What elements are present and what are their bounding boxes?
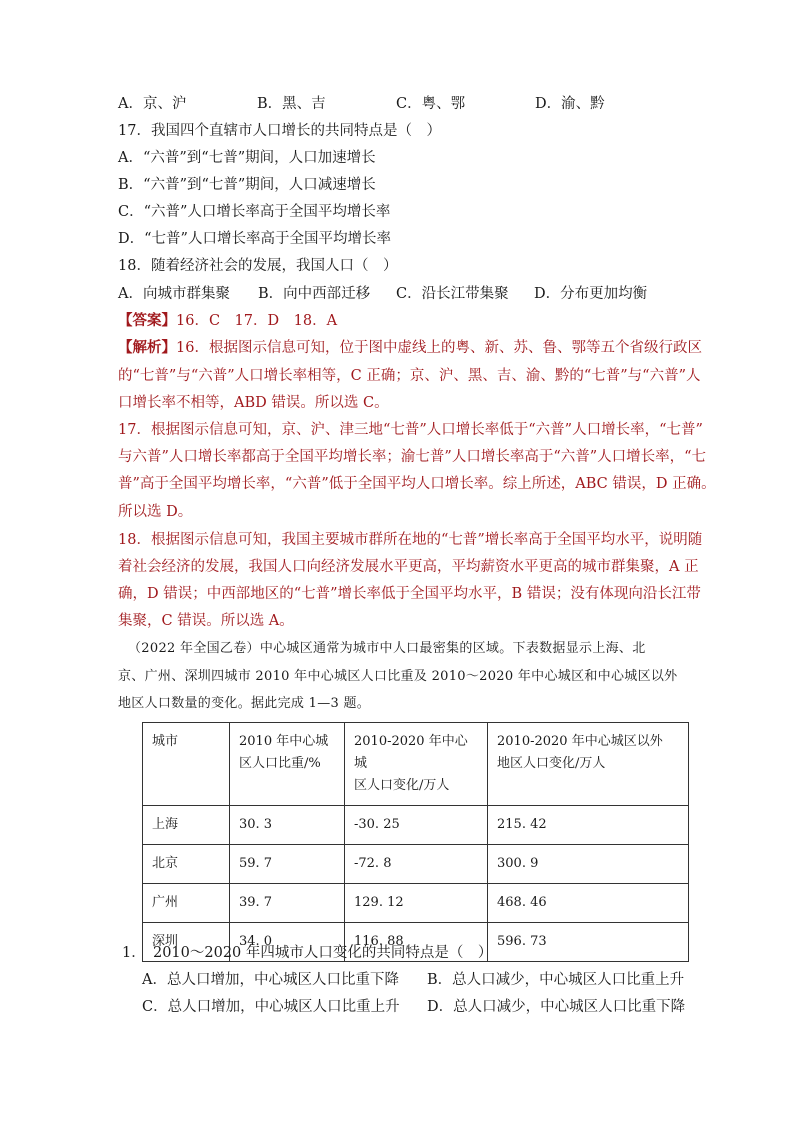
q1-stem: 1． 2010～2020 年四城市人口变化的共同特点是（ ） <box>122 945 493 961</box>
table-cell: -72. 8 <box>345 845 488 884</box>
analysis-18-line-2: 着社会经济的发展，我国人口向经济发展水平更高，平均薪资水平更高的城市群集聚，A 正 <box>118 559 699 575</box>
q16-option-a: A．京、沪 <box>118 96 187 112</box>
answer-line <box>118 311 337 331</box>
table-header-cell <box>230 723 345 806</box>
analysis-16-line-3: 口增长率不相等，ABD 错误。所以选 C。 <box>118 395 389 411</box>
table-cell: 116. 88 <box>345 923 488 962</box>
header-center-change-line-1: 2010-2020 年中心城 <box>354 734 468 771</box>
table-cell: 39. 7 <box>230 884 345 923</box>
q18-option-d: D．分布更加均衡 <box>534 286 648 302</box>
table-cell: -30. 25 <box>345 806 488 845</box>
header-outer-change-line-1: 2010-2020 年中心城区以外 <box>497 734 663 749</box>
table-cell: 北京 <box>143 845 230 884</box>
header-ratio-line-1: 2010 年中心城 <box>239 734 329 749</box>
intro-line-2: 京、广州、深圳四城市 2010 年中心城区人口比重及 2010～2020 年中心城区和中心城区以外 <box>118 669 678 684</box>
header-city: 城市 <box>152 734 179 749</box>
header-center-change-line-2: 区人口变化/万人 <box>354 778 450 793</box>
q18-options <box>118 284 647 304</box>
q16-option-d: D．渝、黔 <box>535 96 605 112</box>
table-cell: 468. 46 <box>488 884 689 923</box>
q18-option-b: B．向中西部迁移 <box>258 286 371 302</box>
answer-text: 16．C 17．D 18．A <box>176 313 338 329</box>
q17-option-b: B．“六普”到“七普”期间，人口减速增长 <box>118 177 376 193</box>
analysis-18-line-3: 确，D 错误；中西部地区的“七普”增长率低于全国平均水平，B 错误；没有体现向沿长江带 <box>118 586 701 602</box>
analysis-16-line-1 <box>118 338 702 358</box>
table-cell: 59. 7 <box>230 845 345 884</box>
table-cell: 129. 12 <box>345 884 488 923</box>
table-header-row <box>143 723 689 806</box>
q16-option-c: C．粤、鄂 <box>396 96 466 112</box>
header-ratio-line-2: 区人口比重/% <box>239 756 321 771</box>
q17-option-c: C．“六普”人口增长率高于全国平均增长率 <box>118 204 391 220</box>
intro-line-1: （2022 年全国乙卷）中心城区通常为城市中人口最密集的区域。下表数据显示上海、北 <box>128 641 646 656</box>
table-cell: 上海 <box>143 806 230 845</box>
q17-option-a: A．“六普”到“七普”期间，人口加速增长 <box>118 150 376 166</box>
analysis-18-line-4: 集聚，C 错误。所以选 A。 <box>118 613 294 629</box>
analysis-17-line-1: 17．根据图示信息可知，京、沪、津三地“七普”人口增长率低于“六普”人口增长率，“七普” <box>118 422 703 438</box>
table-cell: 深圳 <box>143 923 230 962</box>
q18-stem: 18．随着经济社会的发展，我国人口（ ） <box>118 258 398 274</box>
table-header-cell <box>345 723 488 806</box>
q1-option-b: B．总人口减少，中心城区人口比重上升 <box>427 972 685 988</box>
analysis-17-line-4: 所以选 D。 <box>118 504 193 520</box>
q1-option-a: A．总人口增加，中心城区人口比重下降 <box>142 972 399 988</box>
table-cell: 300. 9 <box>488 845 689 884</box>
q1-option-c: C．总人口增加，中心城区人口比重上升 <box>142 999 400 1015</box>
table-header-cell <box>488 723 689 806</box>
population-table <box>142 722 689 962</box>
analysis-18-line-1: 18．根据图示信息可知，我国主要城市群所在地的“七普”增长率高于全国平均水平，说明随 <box>118 532 703 548</box>
q17-stem: 17．我国四个直辖市人口增长的共同特点是（ ） <box>118 123 441 139</box>
q17-option-d: D．“七普”人口增长率高于全国平均增长率 <box>118 231 391 247</box>
table-cell: 30. 3 <box>230 806 345 845</box>
table-cell: 34. 0 <box>230 923 345 962</box>
table-cell: 596. 73 <box>488 923 689 962</box>
table-cell: 215. 42 <box>488 806 689 845</box>
analysis-17-line-2: 与六普”人口增长率都高于全国平均增长率；渝七普”人口增长率高于“六普”人口增长率，“七 <box>118 449 707 465</box>
q16-options <box>118 94 674 114</box>
q1-option-d: D．总人口减少，中心城区人口比重下降 <box>427 999 686 1015</box>
q18-option-c: C．沿长江带集聚 <box>396 286 509 302</box>
answer-label: 【答案】 <box>118 312 176 329</box>
table-row <box>143 884 689 923</box>
analysis-label: 【解析】 <box>118 339 176 356</box>
table-row <box>143 845 689 884</box>
table-row <box>143 806 689 845</box>
table-cell: 广州 <box>143 884 230 923</box>
analysis-16-text-1: 16．根据图示信息可知，位于图中虚线上的粤、新、苏、鲁、鄂等五个省级行政区 <box>176 340 702 356</box>
q18-option-a: A．向城市群集聚 <box>118 286 230 302</box>
table-header-cell <box>143 723 230 806</box>
analysis-16-line-2: 的“七普”与“六普”人口增长率相等，C 正确；京、沪、黑、吉、渝、黔的“七普”与“六普”人 <box>118 368 701 384</box>
header-outer-change-line-2: 地区人口变化/万人 <box>497 756 606 771</box>
q16-option-b: B．黑、吉 <box>257 96 326 112</box>
intro-line-3: 地区人口数量的变化。据此完成 1—3 题。 <box>118 696 371 711</box>
analysis-17-line-3: 普”高于全国平均增长率，“六普”低于全国平均人口增长率。综上所述，ABC 错误，D 正确。 <box>118 476 716 492</box>
